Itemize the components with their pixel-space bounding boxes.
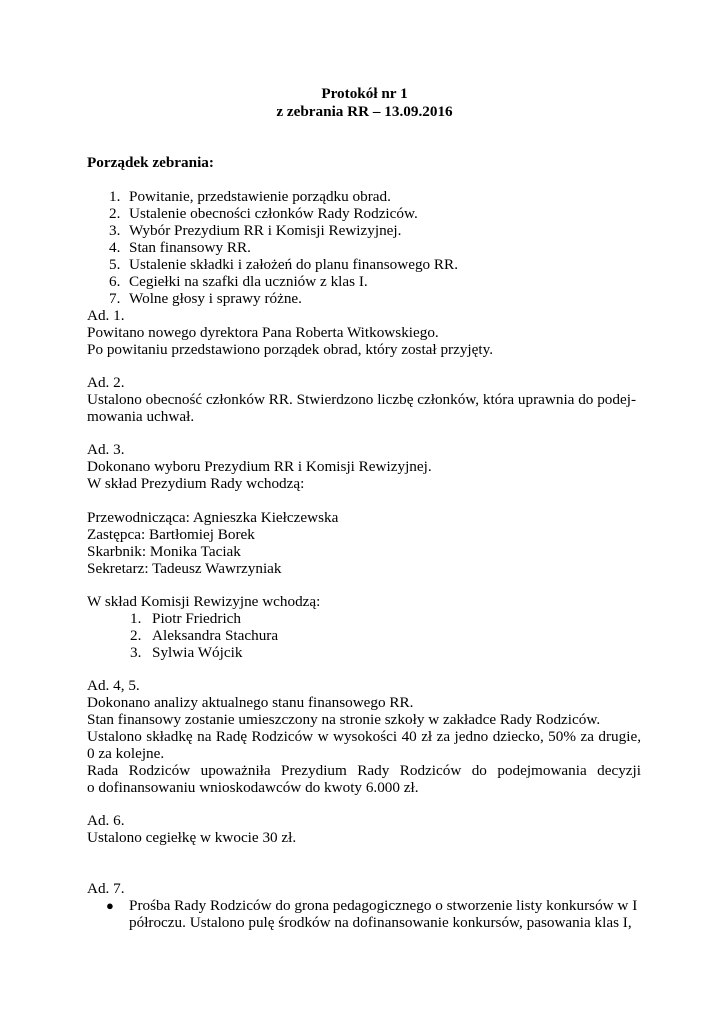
section-heading-ad1: Ad. 1.: [87, 307, 125, 324]
bullet-item-line: Prośba Rady Rodziców do grona pedagogicznego o stworzenie listy konkursów w I: [129, 897, 638, 914]
paragraph-line: Dokonano wyboru Prezydium RR i Komisji Rewizyjnej.: [87, 458, 432, 475]
presidium-member: Skarbnik: Monika Taciak: [87, 543, 241, 560]
agenda-item: Ustalenie składki i założeń do planu finansowego RR.: [129, 256, 458, 273]
paragraph-line: Dokonano analizy aktualnego stanu finansowego RR.: [87, 694, 414, 711]
paragraph-line: Ustalono składkę na Radę Rodziców w wysokości 40 zł za jedno dziecko, 50% za drugie,: [87, 728, 641, 745]
paragraph-line: 0 za kolejne.: [87, 745, 165, 762]
section-heading-ad2: Ad. 2.: [87, 374, 125, 391]
presidium-member: Przewodnicząca: Agnieszka Kiełczewska: [87, 509, 339, 526]
agenda-item-number: 2.: [109, 205, 121, 222]
commission-member: Piotr Friedrich: [152, 610, 242, 627]
document-subtitle: z zebrania RR – 13.09.2016: [276, 103, 453, 120]
paragraph-line: Ustalono cegiełkę w kwocie 30 zł.: [87, 829, 297, 846]
commission-member-number: 1.: [130, 610, 142, 627]
bullet-item-line: półroczu. Ustalono pulę środków na dofinansowanie konkursów, pasowania klas I,: [129, 914, 632, 931]
agenda-item: Powitanie, przedstawienie porządku obrad.: [129, 188, 391, 205]
commission-member: Aleksandra Stachura: [152, 627, 279, 644]
agenda-item-number: 5.: [109, 256, 121, 273]
agenda-item-number: 1.: [109, 188, 121, 205]
section-heading-ad7: Ad. 7.: [87, 880, 125, 897]
paragraph-line: Rada Rodziców upoważniła Prezydium Rady Rodziców do podejmowania decyzji: [87, 762, 641, 779]
paragraph-line: W skład Prezydium Rady wchodzą:: [87, 475, 305, 492]
agenda-item: Ustalenie obecności członków Rady Rodziców.: [129, 205, 418, 222]
paragraph-line: o dofinansowaniu wnioskodawców do kwoty 6.000 zł.: [87, 779, 419, 796]
agenda-item: Stan finansowy RR.: [129, 239, 251, 256]
document-title: Protokół nr 1: [321, 85, 408, 102]
presidium-member: Sekretarz: Tadeusz Wawrzyniak: [87, 560, 282, 577]
commission-member-number: 2.: [130, 627, 142, 644]
paragraph-line: Po powitaniu przedstawiono porządek obrad, który został przyjęty.: [87, 341, 494, 358]
commission-member-number: 3.: [130, 644, 142, 661]
presidium-member: Zastępca: Bartłomiej Borek: [87, 526, 255, 543]
section-heading-ad6: Ad. 6.: [87, 812, 125, 829]
section-heading-ad3: Ad. 3.: [87, 441, 125, 458]
agenda-item-number: 6.: [109, 273, 121, 290]
paragraph-line: mowania uchwał.: [87, 408, 195, 425]
agenda-item: Wolne głosy i sprawy różne.: [129, 290, 302, 307]
commission-heading: W skład Komisji Rewizyjne wchodzą:: [87, 593, 321, 610]
section-heading-ad45: Ad. 4, 5.: [87, 677, 140, 694]
paragraph-line: Stan finansowy zostanie umieszczony na stronie szkoły w zakładce Rady Rodziców.: [87, 711, 601, 728]
agenda-item-number: 7.: [109, 290, 121, 307]
paragraph-line: Ustalono obecność członków RR. Stwierdzono liczbę członków, która uprawnia do podej-: [87, 391, 636, 408]
agenda-item: Cegiełki na szafki dla uczniów z klas I.: [129, 273, 368, 290]
agenda-heading: Porządek zebrania:: [87, 154, 214, 171]
commission-member: Sylwia Wójcik: [152, 644, 243, 661]
bullet-icon: ●: [106, 898, 114, 913]
paragraph-line: Powitano nowego dyrektora Pana Roberta Witkowskiego.: [87, 324, 439, 341]
agenda-item: Wybór Prezydium RR i Komisji Rewizyjnej.: [129, 222, 402, 239]
agenda-item-number: 4.: [109, 239, 121, 256]
agenda-item-number: 3.: [109, 222, 121, 239]
